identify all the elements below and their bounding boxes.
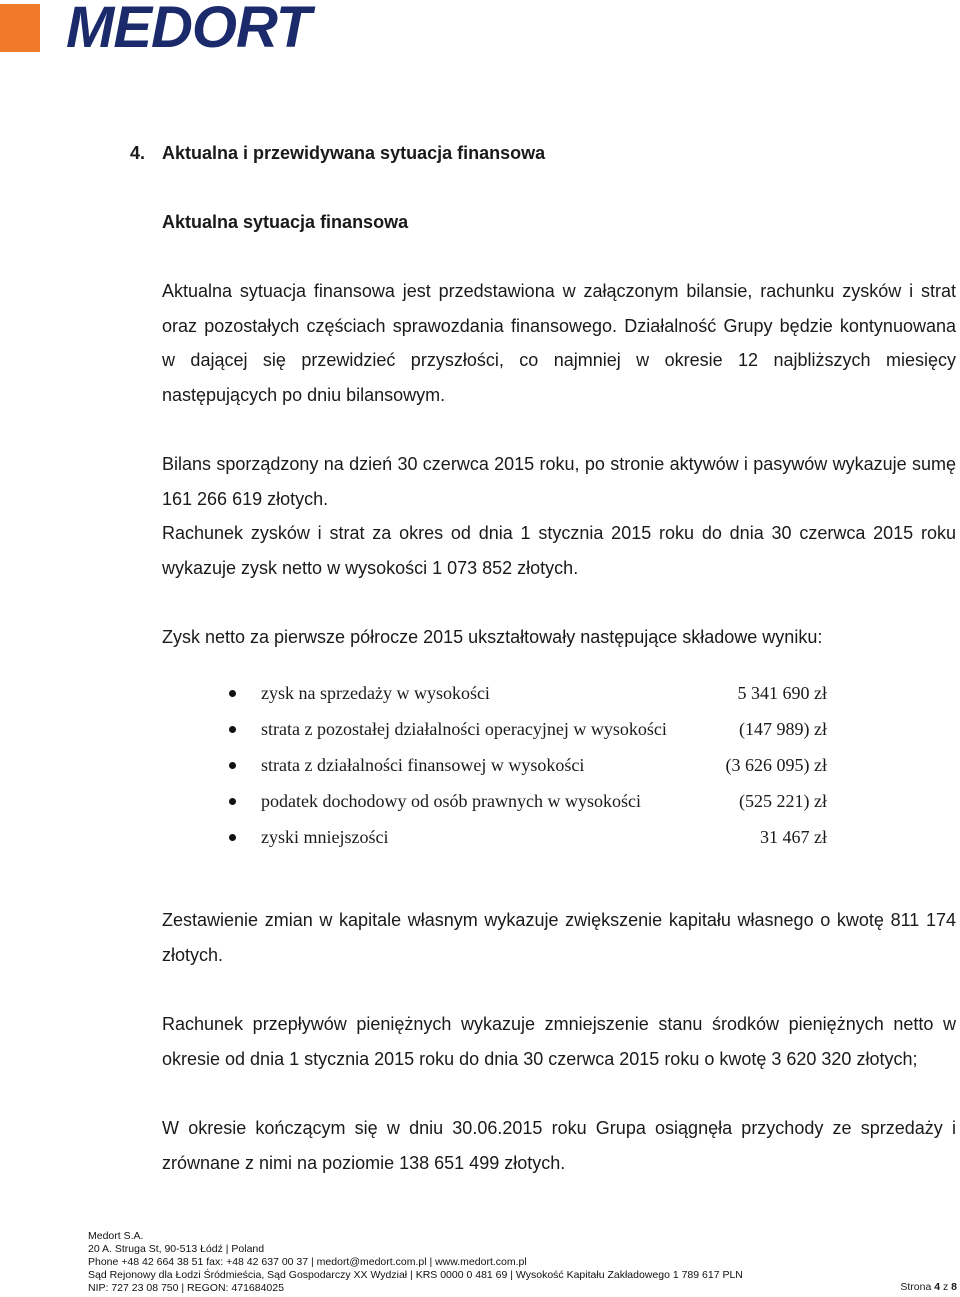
bullet-icon xyxy=(229,726,236,733)
section-number: 4. xyxy=(130,143,146,163)
company-logo xyxy=(0,0,380,60)
paragraph-income-statement: Rachunek zysków i strat za okres od dnia 1 stycznia 2015 roku do dnia 30 czerwca 2015 roku wykazuje zysk netto w wysokości 1 073 852 złotych. xyxy=(162,523,956,578)
paragraph-profit-components-intro: Zysk netto za pierwsze półrocze 2015 ukształtowały następujące składowe wyniku: xyxy=(162,627,823,647)
component-label: strata z pozostałej działalności operacyjnej w wysokości xyxy=(261,719,667,739)
paragraph-equity-changes: Zestawienie zmian w kapitale własnym wykazuje zwiększenie kapitału własnego o kwotę 811 174 złotych. xyxy=(162,910,956,965)
component-label: zyski mniejszości xyxy=(261,827,389,847)
paragraph-revenue: W okresie kończącym się w dniu 30.06.2015 roku Grupa osiągnęła przychody ze sprzedaży i zrównane z nimi na poziomie 138 651 499 złotych. xyxy=(162,1118,956,1173)
list-item xyxy=(225,819,835,855)
logo-text: MEDORT xyxy=(66,0,311,60)
footer-tax-ids: NIP: 727 23 08 750 | REGON: 471684025 xyxy=(88,1282,284,1294)
list-item xyxy=(225,747,835,783)
component-value: (3 626 095) zł xyxy=(725,755,827,775)
bullet-icon xyxy=(229,834,236,841)
bullet-icon xyxy=(229,798,236,805)
profit-components-list xyxy=(225,675,835,855)
footer-registry: Sąd Rejonowy dla Łodzi Śródmieścia, Sąd Gospodarczy XX Wydział | KRS 0000 0 481 69 | Wysokość Kapitału Zakładowego 1 789 617 PLN xyxy=(88,1269,743,1281)
list-item xyxy=(225,783,835,819)
component-value: 5 341 690 zł xyxy=(737,683,827,703)
component-value: (147 989) zł xyxy=(739,719,827,739)
component-value: (525 221) zł xyxy=(739,791,827,811)
page-total: 8 xyxy=(951,1281,957,1293)
page-label: Strona xyxy=(900,1281,932,1293)
section-subtitle: Aktualna sytuacja finansowa xyxy=(162,212,409,232)
footer-address: 20 A. Struga St, 90-513 Łódź | Poland xyxy=(88,1243,265,1255)
page-number xyxy=(900,1281,957,1293)
page-footer xyxy=(88,1230,958,1295)
component-value: 31 467 zł xyxy=(760,827,827,847)
logo-orange-square xyxy=(0,4,40,52)
paragraph-cash-flow: Rachunek przepływów pieniężnych wykazuje zmniejszenie stanu środków pieniężnych netto w okresie od dnia 1 stycznia 2015 roku do dnia 30 czerwca 2015 roku o kwotę 3 620 320 złotych; xyxy=(162,1014,956,1069)
footer-contact: Phone +48 42 664 38 51 fax: +48 42 637 00 37 | medort@medort.com.pl | www.medort.com.pl xyxy=(88,1256,527,1268)
bullet-icon xyxy=(229,690,236,697)
paragraph-financial-situation: Aktualna sytuacja finansowa jest przedstawiona w załączonym bilansie, rachunku zysków i strat oraz pozostałych częściach sprawozdania finansowego. Działalność Grupy będzie kontynuowana w dającej się przewidzieć przyszłości, co najmniej w okresie 12 najbliższych miesięcy następujących po dniu bilansowym. xyxy=(162,281,956,406)
section-title: Aktualna i przewidywana sytuacja finansowa xyxy=(162,143,546,163)
list-item xyxy=(225,675,835,711)
page-current: 4 xyxy=(934,1281,941,1293)
page-separator: z xyxy=(942,1281,949,1293)
bullet-icon xyxy=(229,762,236,769)
footer-company-name: Medort S.A. xyxy=(88,1230,144,1242)
paragraph-balance-sheet: Bilans sporządzony na dzień 30 czerwca 2015 roku, po stronie aktywów i pasywów wykazuje sumę 161 266 619 złotych. xyxy=(162,454,956,509)
component-label: zysk na sprzedaży w wysokości xyxy=(261,683,490,703)
list-item xyxy=(225,711,835,747)
component-label: strata z działalności finansowej w wysokości xyxy=(261,755,585,775)
component-label: podatek dochodowy od osób prawnych w wysokości xyxy=(261,791,641,811)
